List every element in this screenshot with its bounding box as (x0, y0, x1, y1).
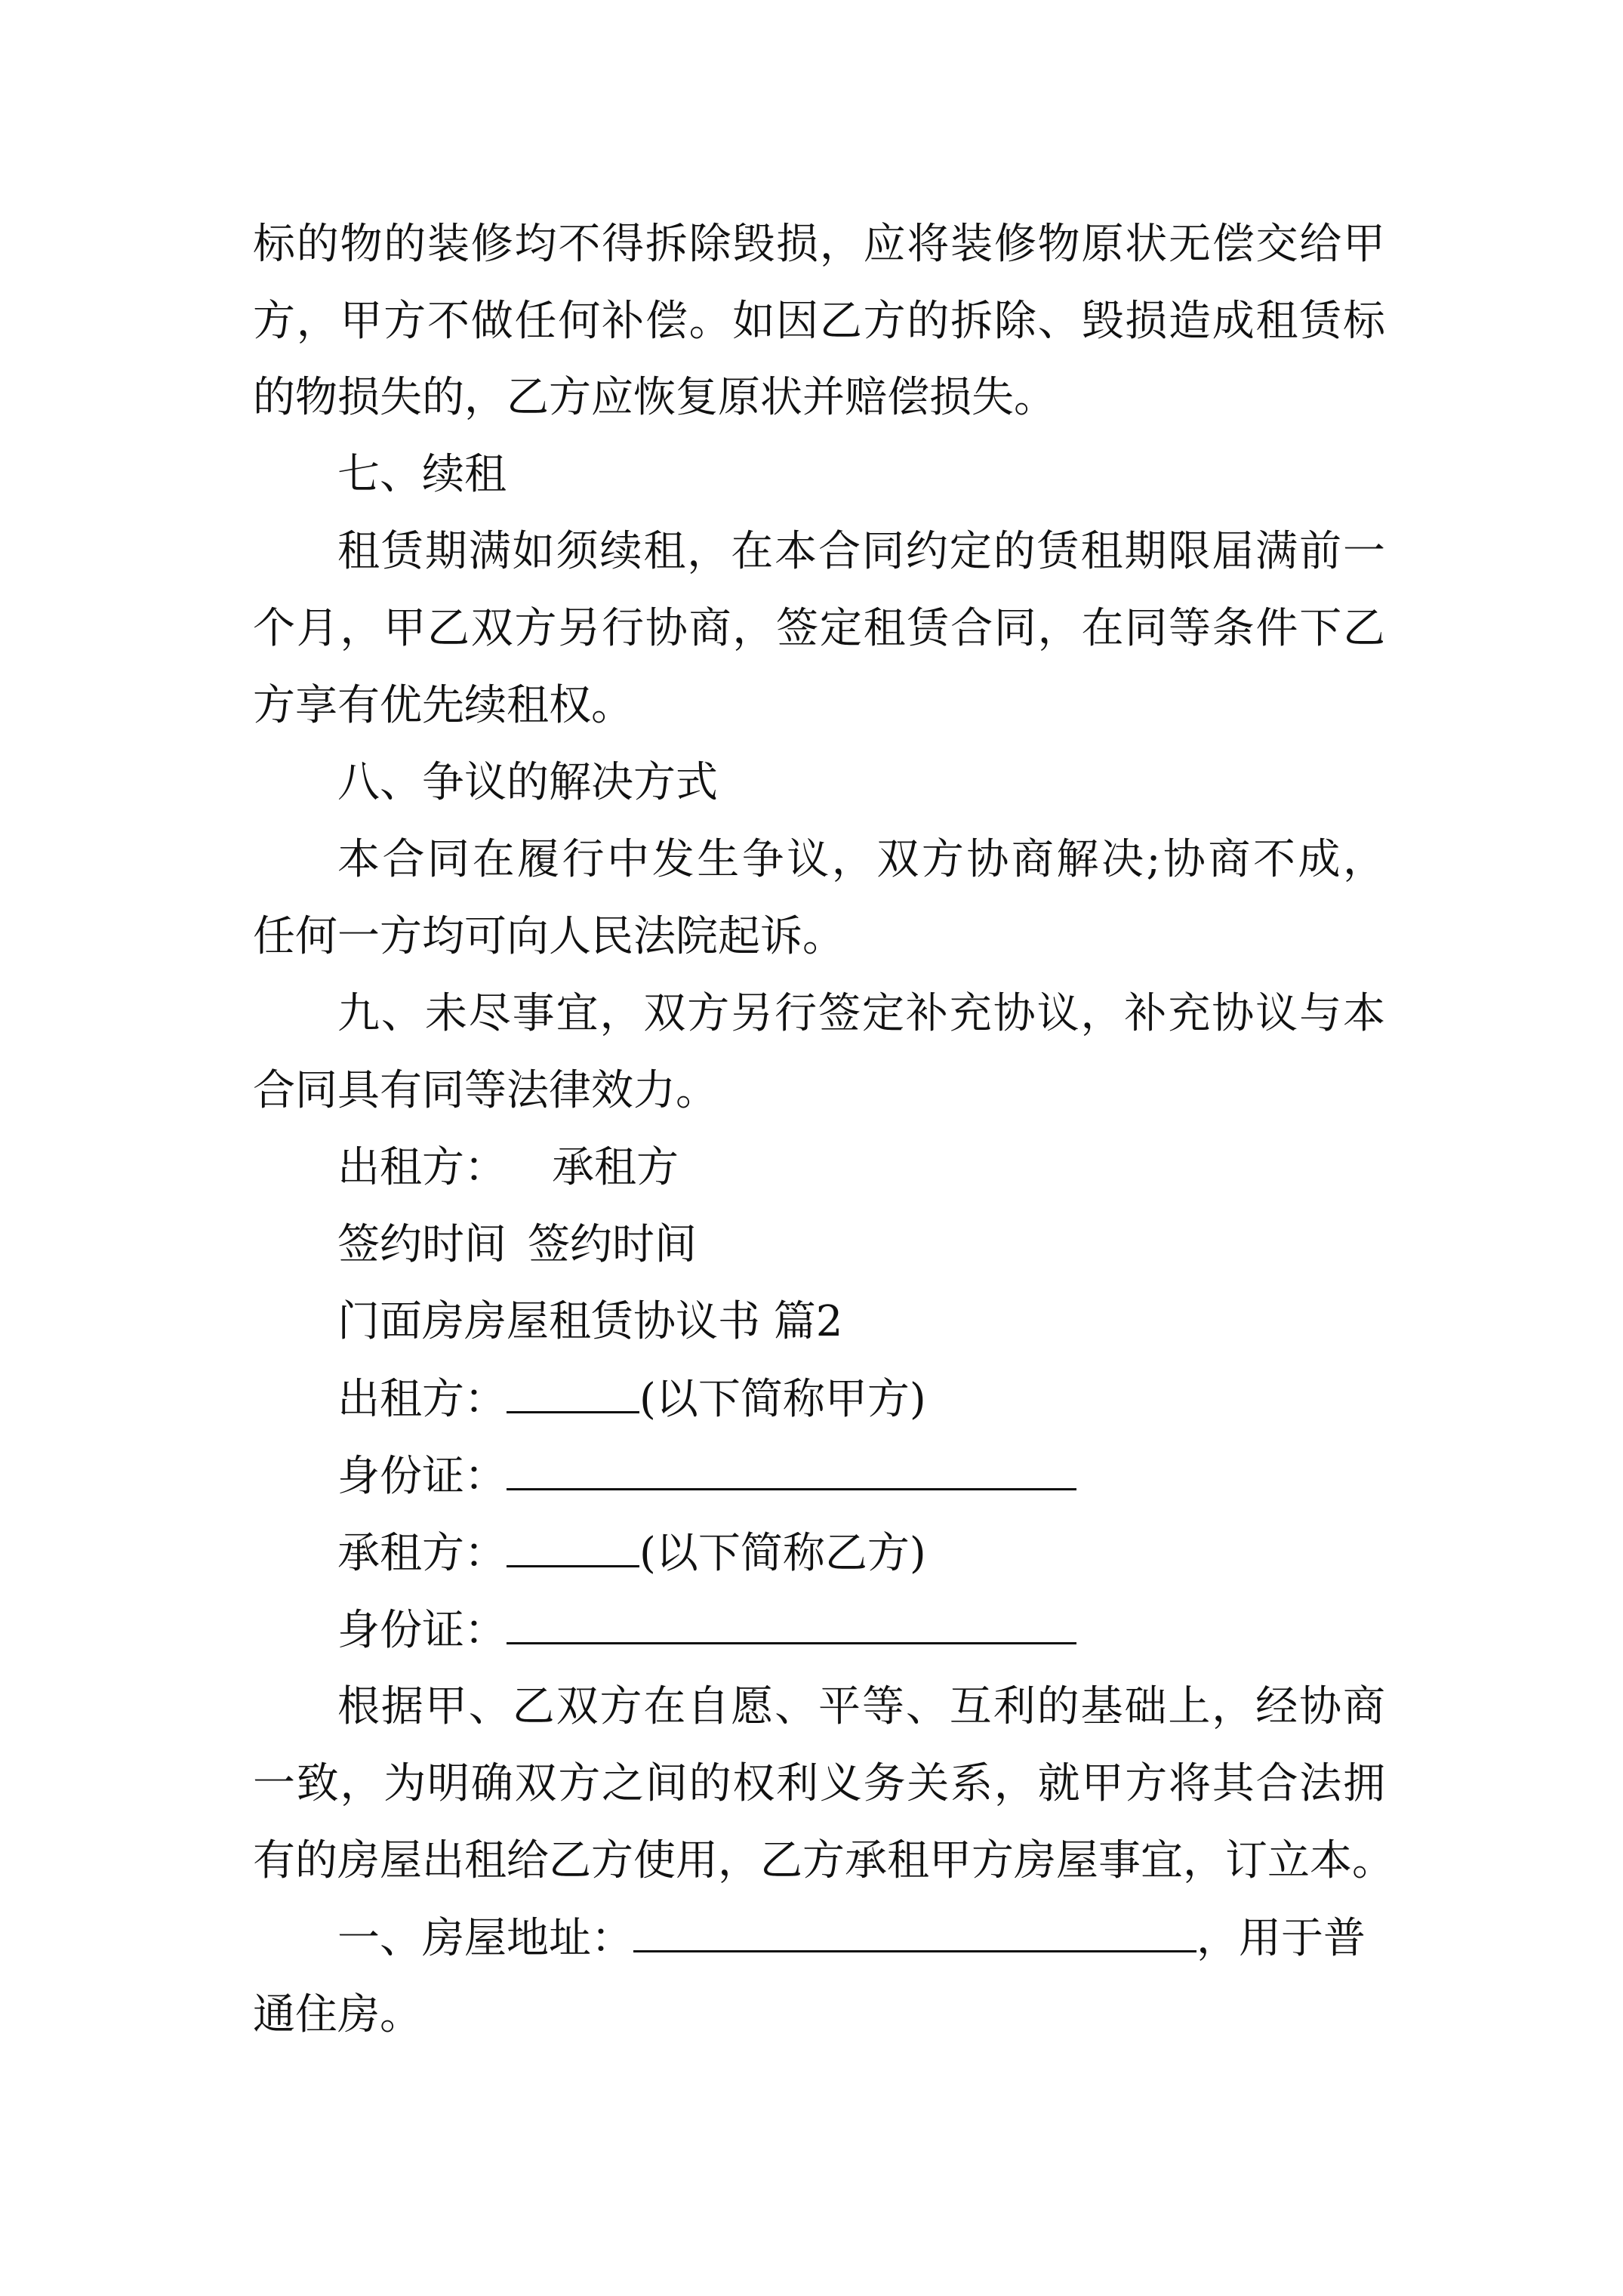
paragraph-line: 一致，为明确双方之间的权利义务关系，就甲方将其合法拥 (253, 1759, 1385, 1808)
paragraph-line: 租赁期满如须续租，在本合同约定的赁租期限届满前一 (337, 527, 1385, 576)
paragraph-line: 合同具有同等法律效力。 (253, 1066, 718, 1115)
paragraph-line: 九、未尽事宜，双方另行签定补充协议，补充协议与本 (337, 989, 1385, 1038)
section-heading: 七、续租 (337, 450, 507, 499)
paragraph-line: 的物损失的，乙方应恢复原状并赔偿损失。 (253, 373, 1056, 422)
party-b-id-line (337, 1606, 1076, 1655)
lessor-label: 出租方： (337, 1143, 507, 1192)
paragraph-line: 方享有优先续租权。 (253, 681, 633, 730)
signature-time-line (337, 1220, 697, 1269)
paragraph-line: 任何一方均可向人民法院起诉。 (253, 912, 845, 961)
signature-parties-line (337, 1143, 679, 1192)
party-a-id-blank (507, 1455, 1076, 1490)
paragraph-line: 个月，甲乙双方另行协商，签定租赁合同，在同等条件下乙 (253, 604, 1385, 653)
lessee-label: 承租方 (552, 1143, 679, 1192)
party-b-suffix: (以下简称乙方) (639, 1529, 926, 1578)
paragraph-line: 方，甲方不做任何补偿。如因乙方的拆除、毁损造成租赁标 (253, 297, 1385, 346)
paragraph-line: 根据甲、乙双方在自愿、平等、互利的基础上，经协商 (337, 1682, 1385, 1731)
sign-time-label: 签约时间 (528, 1220, 697, 1269)
paragraph-line: 标的物的装修均不得拆除毁损，应将装修物原状无偿交给甲 (253, 220, 1385, 269)
address-line (337, 1914, 1366, 1963)
party-b-id-label: 身份证： (337, 1606, 507, 1655)
party-b-name-blank (507, 1532, 639, 1567)
party-b-id-blank (507, 1609, 1076, 1644)
section-heading: 八、争议的解决方式 (337, 758, 718, 807)
party-a-name-blank (507, 1378, 639, 1413)
sign-time-label: 签约时间 (337, 1220, 507, 1269)
party-a-label: 出租方： (337, 1375, 507, 1424)
address-suffix: ，用于普 (1196, 1914, 1366, 1963)
party-a-suffix: (以下简称甲方) (639, 1375, 926, 1424)
article-title: 门面房房屋租赁协议书 篇2 (337, 1297, 843, 1346)
paragraph-line: 本合同在履行中发生争议，双方协商解决;协商不成， (337, 835, 1385, 884)
party-b-line (337, 1529, 926, 1578)
address-prefix: 一、房屋地址： (337, 1914, 633, 1963)
paragraph-line: 有的房屋出租给乙方使用，乙方承租甲方房屋事宜，订立本。 (253, 1836, 1394, 1885)
address-blank (633, 1917, 1196, 1952)
party-b-label: 承租方： (337, 1529, 507, 1578)
party-a-line (337, 1375, 926, 1424)
paragraph-line: 通住房。 (253, 1990, 422, 2039)
party-a-id-line (337, 1452, 1076, 1501)
party-a-id-label: 身份证： (337, 1452, 507, 1501)
